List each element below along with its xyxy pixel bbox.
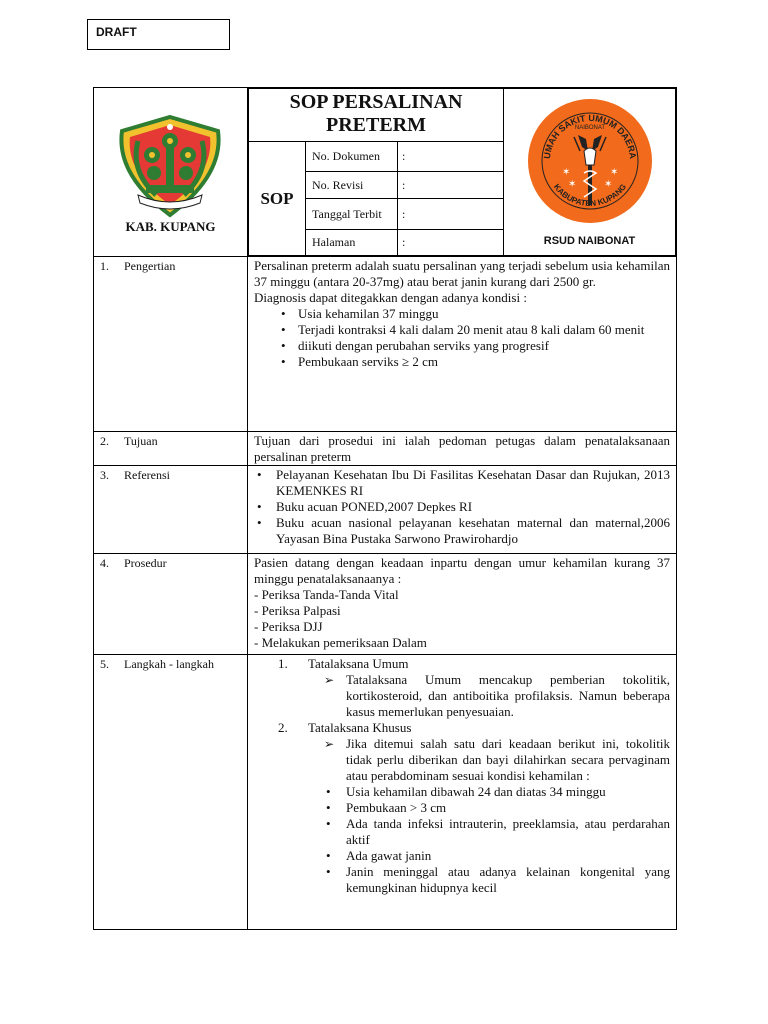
section-label-prosedur: 4. Prosedur [94,554,248,655]
section-prosedur [94,554,677,655]
right-logo-cell [504,89,676,256]
meta-label-tanggal-terbit: Tanggal Terbit [306,199,398,230]
title-line-1: SOP PERSALINAN [289,91,463,113]
sop-table [93,87,677,930]
arrow-bullet-icon: ➢ [324,737,335,751]
list-item: - Melakukan pemeriksaan Dalam [254,635,427,650]
header-row [94,88,677,257]
rsud-naibonat-emblem [526,95,654,232]
svg-text:✶: ✶ [562,167,571,178]
title-line-2: PRETERM [326,114,426,136]
section-langkah [94,655,677,930]
svg-text:RUMAH SAKIT UMUM DAERAH: UMAH SAKIT UMUM DAERA [541,112,639,160]
section-body-langkah [248,655,677,930]
meta-label-no-revisi: No. Revisi [306,172,398,199]
meta-value-tanggal-terbit: : [398,199,504,230]
list-item: • Pembukaan serviks ≥ 2 cm [298,354,670,370]
section-label-langkah: 5. Langkah - langkah [94,655,248,930]
step-khusus-detail: ➢ Jika ditemui salah satu dari keadaan berikut ini, tokolitik tidak perlu diberikan dan bayi dilahirkan secara pervaginam atau perabdominam sesuai kondisi kehamilan : [324,736,670,783]
list-item: • Terjadi kontraksi 4 kali dalam 20 menit atau 8 kali dalam 60 menit [298,322,670,338]
list-item: - Periksa Palpasi [254,603,341,618]
meta-label-no-dokumen: No. Dokumen [306,142,398,172]
list-item: • diikuti dengan perubahan serviks yang progresif [298,338,670,354]
meta-value-no-revisi: : [398,172,504,199]
list-item: • Buku acuan nasional pelayanan kesehatan maternal dan maternal,2006 Yayasan Bina Pustaka Sarwono Prawirohardjo [276,515,670,547]
list-item: • Usia kehamilan dibawah 24 dan diatas 34 minggu [346,784,670,800]
referensi-list [254,467,670,547]
document-title [249,89,504,142]
section-label-referensi: 3. Referensi [94,466,248,554]
svg-text:✶: ✶ [610,167,619,178]
meta-label-halaman: Halaman [306,230,398,256]
svg-text:✶: ✶ [604,179,613,190]
meta-value-no-dokumen: : [398,142,504,172]
svg-text:✶: ✶ [568,179,577,190]
header-main-cell [248,88,677,257]
kab-kupang-caption: KAB. KUPANG [125,219,216,234]
step-tatalaksana-umum: 1. Tatalaksana Umum [278,656,409,671]
section-label-pengertian: 1. Pengertian [94,257,248,432]
section-referensi [94,466,677,554]
list-item: • Ada tanda infeksi intrauterin, preeklamsia, atau perdarahan aktif [346,816,670,848]
section-body-tujuan [248,432,677,466]
section-tujuan [94,432,677,466]
section-label-tujuan: 2. Tujuan [94,432,248,466]
tujuan-text: Tujuan dari prosedui ini ialah pedoman petugas dalam penatalaksanaan persalinan preterm [254,433,670,464]
list-item: - Periksa Tanda-Tanda Vital [254,587,399,602]
list-item: - Periksa DJJ [254,619,323,634]
list-item: • Pembukaan > 3 cm [346,800,670,816]
pengertian-criteria-list [254,306,670,370]
khusus-conditions-list [254,784,670,896]
rsud-naibonat-caption: RSUD NAIBONAT [543,235,636,247]
section-body-prosedur [248,554,677,655]
draft-label: DRAFT [87,19,230,50]
kabupaten-kupang-emblem [108,111,232,224]
section-body-pengertian [248,257,677,432]
svg-text:KABUPATEN KUPANG: KABUPATEN KUPANG [551,182,629,208]
meta-value-halaman: : [398,230,504,256]
pengertian-diagnosis-intro: Diagnosis dapat ditegakkan dengan adanya kondisi : [254,290,527,305]
section-pengertian [94,257,677,432]
prosedur-intro: Pasien datang dengan keadaan inpartu dengan umur kehamilan kurang 37 minggu penatalaksanaanya : [254,555,670,586]
list-item: • Buku acuan PONED,2007 Depkes RI [276,499,670,515]
header-grid [248,88,676,256]
list-item: • Pelayanan Kesehatan Ibu Di Fasilitas Kesehatan Dasar dan Rujukan, 2013 KEMENKES RI [276,467,670,499]
step-umum-detail: ➢ Tatalaksana Umum mencakup pemberian tokolitik, kortikosteroid, dan antiboitika profilaksis. Namun beberapa kasus memerlukan penyesuaian. [324,672,670,719]
left-logo-cell [94,88,248,257]
pengertian-definition: Persalinan preterm adalah suatu persalinan yang terjadi sebelum usia kehamilan 37 minggu (antara 20-37mg) atau berat janin kurang dari 2500 gr. [254,258,670,289]
section-body-referensi [248,466,677,554]
step-tatalaksana-khusus: 2. Tatalaksana Khusus [278,720,412,735]
list-item: • Ada gawat janin [346,848,670,864]
svg-text:NAIBONAT: NAIBONAT [574,125,606,131]
sop-label: SOP [249,142,306,256]
list-item: • Usia kehamilan 37 minggu [298,306,670,322]
list-item: • Janin meninggal atau adanya kelainan kongenital yang kemungkinan hidupnya kecil [346,864,670,896]
arrow-bullet-icon: ➢ [324,673,335,687]
